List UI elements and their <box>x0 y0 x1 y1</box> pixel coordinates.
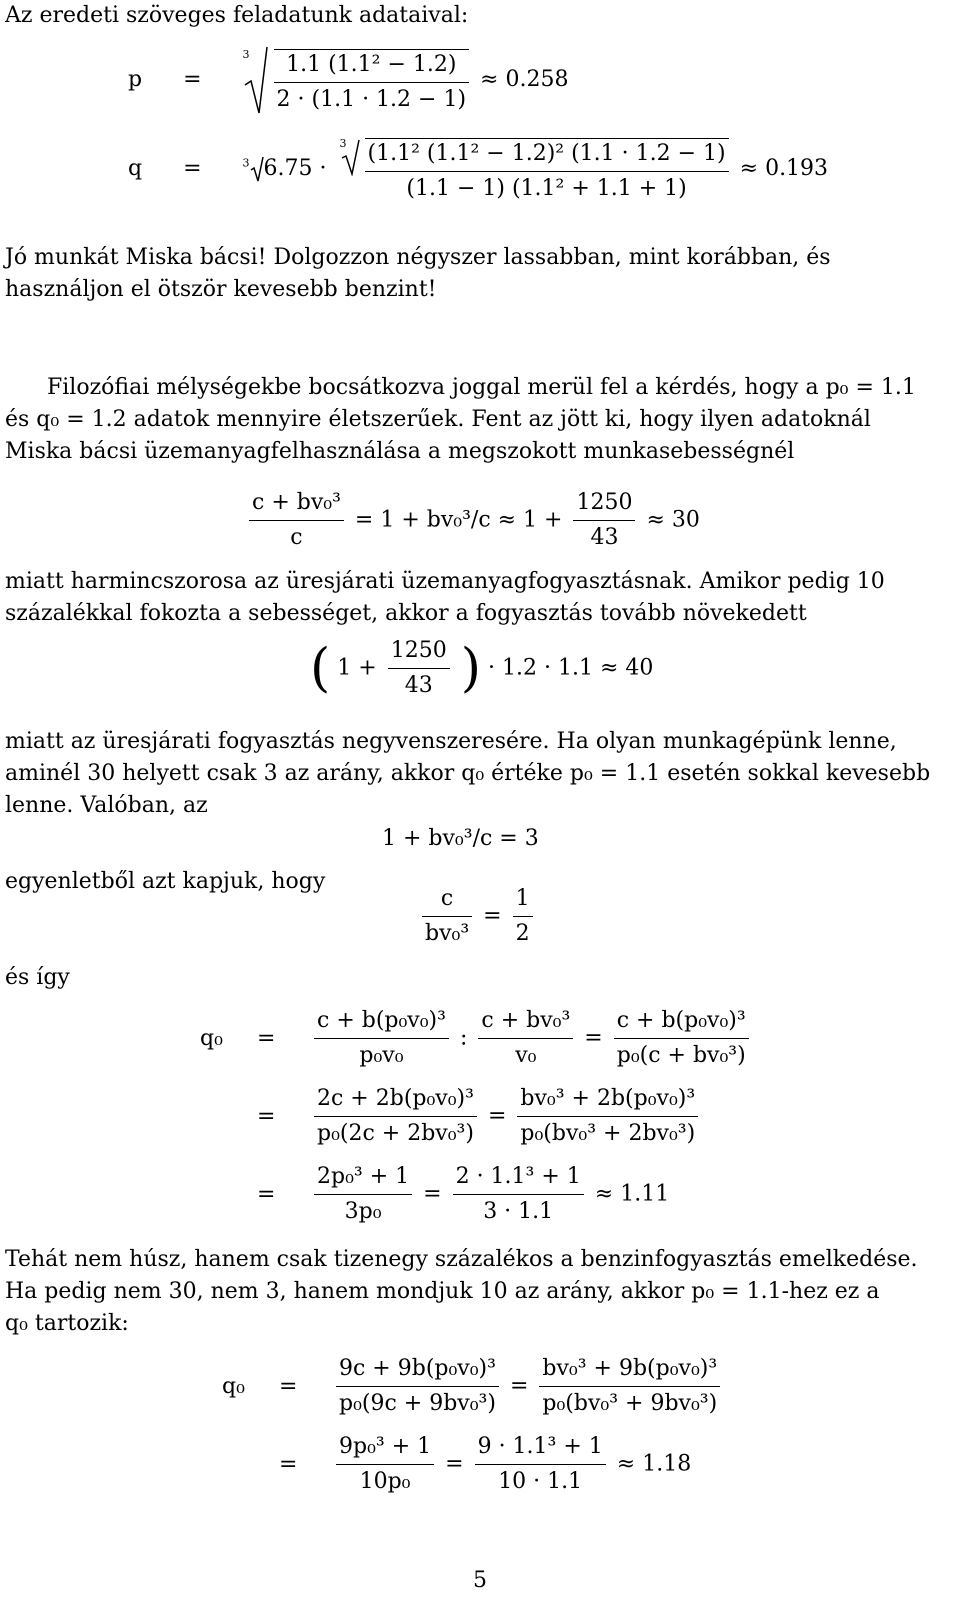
fraction-numerator: c <box>422 888 472 917</box>
equation-three: 1 + bv₀³/c = 3 <box>382 826 539 851</box>
fraction <box>249 492 344 549</box>
fraction-numerator: c + b(p₀v₀)³ <box>614 1010 749 1039</box>
eq-rel: = <box>584 1025 603 1051</box>
radical-sign <box>250 156 264 182</box>
eq-lhs: q₀ <box>200 1025 223 1051</box>
fraction-numerator: c + bv₀³ <box>249 492 344 521</box>
paragraph-1-line-1: Jó munkát Miska bácsi! Dolgozzon négyszer lassabban, mint korábban, és <box>5 245 831 270</box>
fraction <box>314 1010 449 1067</box>
fraction-numerator: 2c + 2b(p₀v₀)³ <box>314 1088 477 1117</box>
fraction-denominator: 10 · 1.1 <box>498 1469 583 1494</box>
root-fraction <box>274 49 470 111</box>
equation-p <box>128 45 568 115</box>
fraction-denominator: bv₀³ <box>425 921 470 946</box>
fraction-denominator: p₀v₀ <box>359 1043 404 1068</box>
fraction-denominator: (1.1 − 1) (1.1² + 1.1 + 1) <box>406 176 687 201</box>
eq-middle: = 1 + bv₀³/c ≈ 1 + <box>354 507 563 533</box>
fraction-denominator: 2 <box>515 921 530 946</box>
eq-rel: = <box>423 1181 442 1207</box>
root-index: 3 <box>242 156 250 170</box>
paragraph-4-line-1: miatt az üresjárati fogyasztás negyvenszeresére. Ha olyan munkagépünk lenne, <box>5 729 897 754</box>
eq-rel: = <box>483 903 502 929</box>
q0-row-3: = $\frac{\text{2p₀³ + 1}}{\text{3p₀}}$ = $\frac{\text{2 · 1.1³ + 1}}{3 \cdot 1.1}$ ≈ 1.11 <box>257 1164 670 1224</box>
fraction <box>573 492 635 549</box>
approx-value: ≈ 1.18 <box>616 1451 692 1477</box>
fraction-denominator: p₀(bv₀³ + 9bv₀³) <box>542 1391 718 1416</box>
fraction <box>314 1088 477 1145</box>
fraction <box>314 1166 412 1223</box>
eq-lhs: p <box>128 67 143 92</box>
fraction-denominator: p₀(9c + 9bv₀³) <box>339 1391 496 1416</box>
eq-rel: = <box>183 156 202 181</box>
fraction-denominator: 43 <box>404 673 433 698</box>
fraction <box>513 888 533 945</box>
paragraph-2-line-3: Miska bácsi üzemanyagfelhasználása a megszokott munkasebességnél <box>5 439 795 464</box>
fraction <box>453 1166 584 1223</box>
fraction-numerator: 1250 <box>388 640 450 669</box>
fraction <box>539 1358 720 1415</box>
root-index: 3 <box>242 48 250 61</box>
fraction-numerator: 9 · 1.1³ + 1 <box>475 1436 606 1465</box>
fraction-numerator: 2 · 1.1³ + 1 <box>453 1166 584 1195</box>
fraction <box>614 1010 749 1067</box>
q0b-row-2: = $\frac{\text{9p₀³ + 1}}{\text{10p₀}}$ = $\frac{\text{9 · 1.1³ + 1}}{10 \cdot 1.1}$ ≈ 1.18 <box>279 1434 692 1494</box>
fraction-numerator: c + b(p₀v₀)³ <box>314 1010 449 1039</box>
paragraph-2-line-1: Filozófiai mélységekbe bocsátkozva joggal merül fel a kérdés, hogy a p₀ = 1.1 <box>47 375 916 400</box>
page-number: 5 <box>473 1568 487 1593</box>
root-fraction <box>365 138 729 200</box>
equation-forty <box>310 640 653 697</box>
eq-prefix: 1 + <box>337 655 377 681</box>
eq-suffix: · 1.2 · 1.1 ≈ 40 <box>488 655 654 681</box>
fraction-numerator: 1.1 (1.1² − 1.2) <box>274 54 470 83</box>
equation-q <box>128 138 828 200</box>
equation-ratio <box>245 492 700 549</box>
right-paren: ) <box>460 638 482 699</box>
fraction-denominator: c <box>290 525 303 550</box>
fraction <box>475 1436 606 1493</box>
paragraph-6: és így <box>5 965 70 990</box>
cube-root <box>340 138 733 200</box>
paragraph-4-line-3: lenne. Valóban, az <box>5 793 208 818</box>
fraction-denominator: 2 · (1.1 · 1.2 − 1) <box>276 87 467 112</box>
approx-value: ≈ 30 <box>646 507 700 533</box>
fraction <box>517 1088 698 1145</box>
paragraph-5: egyenletből azt kapjuk, hogy <box>5 869 326 894</box>
eq-op: : <box>459 1025 468 1051</box>
approx-value: ≈ 0.258 <box>480 67 569 92</box>
fraction-denominator: 10p₀ <box>359 1469 411 1494</box>
fraction-numerator: 9p₀³ + 1 <box>336 1436 434 1465</box>
fraction-numerator: 1 <box>513 888 533 917</box>
eq-lhs: q <box>128 156 143 181</box>
fraction-denominator: v₀ <box>515 1043 537 1068</box>
fraction-numerator: bv₀³ + 9b(p₀v₀)³ <box>539 1358 720 1387</box>
fraction-numerator: (1.1² (1.1² − 1.2)² (1.1 · 1.2 − 1) <box>365 143 729 172</box>
fraction <box>336 1436 434 1493</box>
fraction <box>336 1358 499 1415</box>
equation-half <box>418 888 537 945</box>
fraction-denominator: 43 <box>590 525 619 550</box>
q0b-row-1: q₀ = $\frac{\text{9c + 9b(p₀v₀)³}}{\text{p₀(9c + 9bv₀³)}}$ = $\frac{\text{bv₀³ + 9b(p₀v₀)³}}{\text{p₀(bv₀³ + 9bv₀³)}}$ <box>222 1358 724 1415</box>
paragraph-7-line-1: Tehát nem húsz, hanem csak tizenegy százalékos a benzinfogyasztás emelkedése. <box>5 1247 918 1272</box>
fraction-denominator: p₀(2c + 2bv₀³) <box>317 1121 474 1146</box>
eq-rel: = <box>183 67 202 92</box>
fraction-denominator: p₀(c + bv₀³) <box>616 1043 746 1068</box>
cube-root <box>243 45 474 115</box>
fraction-denominator: p₀(bv₀³ + 2bv₀³) <box>520 1121 696 1146</box>
fraction-denominator: 3 · 1.1 <box>483 1199 554 1224</box>
fraction-numerator: c + bv₀³ <box>478 1010 573 1039</box>
paragraph-3-line-1: miatt harmincszorosa az üresjárati üzemanyagfogyasztásnak. Amikor pedig 10 <box>5 569 885 594</box>
fraction-denominator: 3p₀ <box>344 1199 382 1224</box>
approx-value: ≈ 1.11 <box>594 1181 670 1207</box>
fraction-numerator: 9c + 9b(p₀v₀)³ <box>336 1358 499 1387</box>
fraction <box>388 640 450 697</box>
root-index: 3 <box>339 137 347 150</box>
eq-rel: = <box>445 1451 464 1477</box>
fraction <box>422 888 472 945</box>
paragraph-4-line-2: aminél 30 helyett csak 3 az arány, akkor q₀ értéke p₀ = 1.1 esetén sokkal kevesebb <box>5 761 931 786</box>
q0-row-1: q₀ = $\frac{\text{c + b(p₀v₀)³}}{\text{p₀v₀}}$ : $\frac{\text{c + bv₀³}}{\text{v₀}}$ = $\frac{\text{c + b(p₀v₀)³}}{\text{p₀(c + bv₀³)}}$ <box>200 1010 753 1067</box>
paragraph-7-line-2: Ha pedig nem 30, nem 3, hanem mondjuk 10 az arány, akkor p₀ = 1.1-hez ez a <box>5 1279 880 1304</box>
q0-row-2: = $\frac{\text{2c + 2b(p₀v₀)³}}{\text{p₀(2c + 2bv₀³)}}$ = $\frac{\text{bv₀³ + 2b(p₀v₀)³}}{\text{p₀(bv₀³ + 2bv₀³)}}$ <box>200 1088 702 1145</box>
paragraph-7-line-3: q₀ tartozik: <box>5 1311 129 1336</box>
paragraph-3-line-2: százalékkal fokozta a sebességet, akkor a fogyasztás tovább növekedett <box>5 601 807 626</box>
intro-text: Az eredeti szöveges feladatunk adataival: <box>5 3 469 28</box>
fraction-numerator: 2p₀³ + 1 <box>314 1166 412 1195</box>
fraction <box>478 1010 573 1067</box>
eq-rel: = <box>509 1373 529 1399</box>
approx-value: ≈ 0.193 <box>739 156 829 181</box>
paragraph-1-line-2: használjon el ötször kevesebb benzint! <box>5 277 437 302</box>
coefficient: 6.75 · <box>263 156 327 181</box>
fraction-numerator: bv₀³ + 2b(p₀v₀)³ <box>517 1088 698 1117</box>
left-paren: ( <box>310 638 331 699</box>
paragraph-2-line-2: és q₀ = 1.2 adatok mennyire életszerűek. Fent az jött ki, hogy ilyen adatoknál <box>5 407 871 432</box>
eq-lhs: q₀ <box>222 1373 245 1399</box>
eq-rel: = <box>487 1103 507 1129</box>
fraction-numerator: 1250 <box>573 492 635 521</box>
